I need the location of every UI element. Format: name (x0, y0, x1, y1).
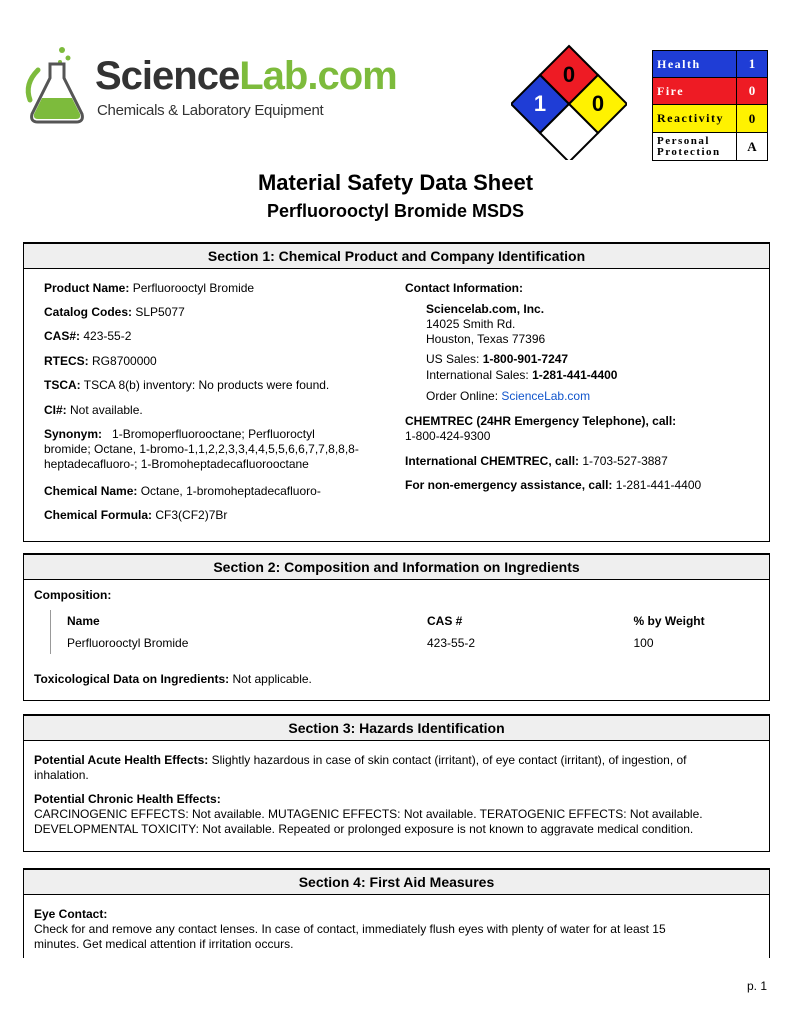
hazard-rating-table (652, 50, 768, 161)
sciencelab-logo (20, 44, 397, 128)
page-number: p. 1 (746, 979, 767, 993)
nfpa-diamond (511, 44, 627, 160)
column-header-cas: CAS # (427, 614, 463, 628)
nfpa-fire-value: 0 (562, 62, 576, 87)
document-title: Material Safety Data Sheet (257, 170, 534, 195)
ingredient-name: Perfluorooctyl Bromide (51, 632, 412, 654)
section-3 (23, 714, 770, 852)
chemtrec-phone: 1-800-424-9300 (405, 429, 491, 443)
company-name: Sciencelab.com, Inc. (426, 302, 545, 316)
sciencelab-link[interactable]: ScienceLab.com (501, 389, 591, 403)
toxicological-data: Toxicological Data on Ingredients: Not applicable. (34, 672, 312, 686)
section-1 (23, 242, 770, 542)
acute-health-effects: Potential Acute Health Effects: Slightly hazardous in case of skin contact (irritant), of eye contact (irritant), of ingestion, of inhalation. (34, 753, 687, 782)
section-2 (23, 553, 770, 701)
international-chemtrec: International CHEMTREC, call: 1-703-527-3887 (405, 454, 668, 468)
us-sales: US Sales: 1-800-901-7247 (426, 352, 569, 366)
section-4 (23, 868, 770, 958)
logo-tagline: Chemicals & Laboratory Equipment (97, 102, 324, 119)
column-header-name: Name (51, 610, 412, 632)
nfpa-health-value: 1 (533, 91, 547, 116)
chronic-health-effects: CARCINOGENIC EFFECTS: Not available. MUTAGENIC EFFECTS: Not available. TERATOGENIC EFFECTS: Not available. DEVELOPMENTAL TOXICITY: Not available. Repeated or prolonged exposure is not known to aggravate medical condition. (34, 807, 703, 836)
document-subtitle: Perfluorooctyl Bromide MSDS (266, 201, 525, 221)
section-3-heading: Section 3: Hazards Identification (24, 714, 769, 741)
chemtrec-label: CHEMTREC (24HR Emergency Telephone), call: (405, 414, 677, 428)
chemical-name-field: Chemical Name: Octane, 1-bromoheptadecafluoro- (44, 484, 321, 498)
synonym-field: Synonym: 1-Bromoperfluorooctane; Perfluoroctyl bromide; Octane, 1-bromo-1,1,2,2,3,3,4,4,5,5,6,6,7,7,8,8,8- heptadecafluoro-; 1-Bromoheptadecafluorooctane (44, 427, 359, 471)
composition-header-row (51, 610, 770, 632)
section-1-heading: Section 1: Chemical Product and Company Identification (24, 242, 769, 269)
hazard-row-health: Health 1 (653, 51, 768, 78)
rtecs-field: RTECS: RG8700000 (44, 354, 157, 368)
ingredient-weight: 100 (633, 636, 654, 650)
ingredient-cas: 423-55-2 (427, 636, 476, 650)
flask-icon (20, 44, 96, 128)
tsca-field: TSCA: TSCA 8(b) inventory: No products were found. (44, 378, 330, 392)
hazard-row-reactivity: Reactivity 0 (653, 105, 768, 133)
contact-info-label: Contact Information: (405, 281, 523, 295)
section-4-heading: Section 4: First Aid Measures (24, 868, 769, 895)
non-emergency-assistance: For non-emergency assistance, call: 1-281-441-4400 (405, 478, 702, 492)
eye-contact-label: Eye Contact: (34, 907, 108, 921)
order-online: Order Online: ScienceLab.com (426, 389, 591, 403)
chronic-health-effects-label: Potential Chronic Health Effects: (34, 792, 221, 806)
hazard-row-personal-protection: Personal Protection A (653, 133, 768, 161)
nfpa-reactivity-value: 0 (591, 91, 605, 116)
logo-wordmark: ScienceLab.com (95, 54, 397, 98)
composition-table (50, 610, 769, 654)
chemical-formula-field: Chemical Formula: CF3(CF2)7Br (44, 508, 228, 522)
composition-label: Composition: (34, 588, 112, 602)
ci-field: CI#: Not available. (44, 403, 143, 417)
product-name-field: Product Name: Perfluorooctyl Bromide (44, 281, 255, 295)
catalog-codes-field: Catalog Codes: SLP5077 (44, 305, 185, 319)
international-sales: International Sales: 1-281-441-4400 (426, 368, 618, 382)
eye-contact-text: Check for and remove any contact lenses. In case of contact, immediately flush eyes with plenty of water for at least 15 minutes. Get medical attention if irritation occurs. (34, 922, 666, 951)
column-header-weight: % by Weight (633, 614, 705, 628)
cas-field: CAS#: 423-55-2 (44, 329, 132, 343)
section-2-heading: Section 2: Composition and Information on Ingredients (24, 553, 769, 580)
table-row (51, 632, 770, 654)
address-line-2: Houston, Texas 77396 (426, 332, 546, 346)
address-line-1: 14025 Smith Rd. (426, 317, 516, 331)
hazard-row-fire: Fire 0 (653, 78, 768, 105)
